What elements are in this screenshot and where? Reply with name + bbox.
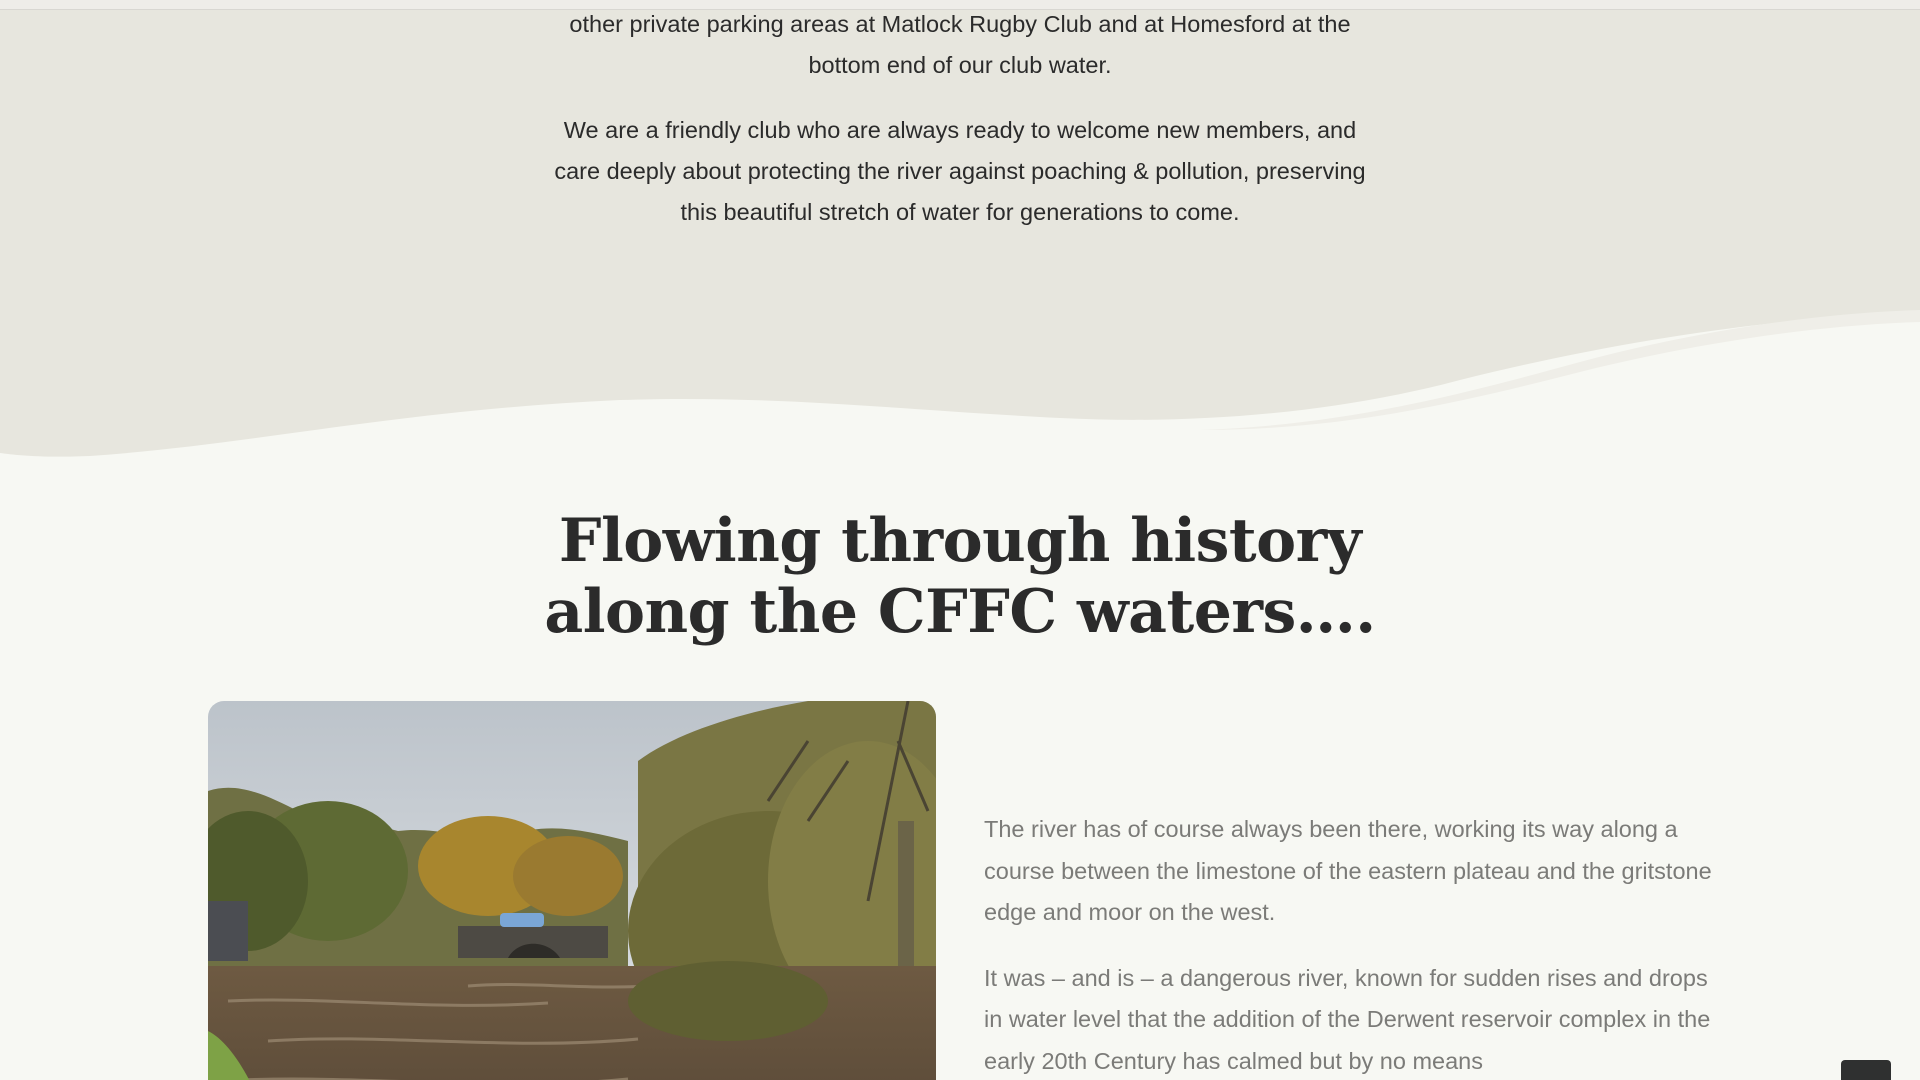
history-text bbox=[984, 809, 1714, 1080]
history-paragraph-dangerous: It was – and is – a dangerous river, known for sudden rises and drops in water level that the addition of the Derwent reservoir complex in the early 20th Century has calmed but by no means bbox=[984, 964, 1711, 1074]
intro-paragraph-parking: other private parking areas at Matlock Rugby Club and at Homesford at the bottom end of our club water. bbox=[569, 11, 1351, 78]
back-to-top-button[interactable] bbox=[1841, 1060, 1891, 1080]
header-edge bbox=[0, 0, 1920, 10]
history-paragraph-river: The river has of course always been there, working its way along a course between the limestone of the eastern plateau and the gritstone edge and moor on the west. bbox=[984, 816, 1712, 925]
intro-paragraph-welcome: We are a friendly club who are always ready to welcome new members, and care deeply about protecting the river against poaching & pollution, preserving this beautiful stretch of water for generations to come. bbox=[554, 117, 1366, 225]
river-photo bbox=[208, 701, 936, 1080]
intro-text bbox=[540, 4, 1380, 257]
history-heading: Flowing through history along the CFFC waters…. bbox=[544, 506, 1376, 647]
